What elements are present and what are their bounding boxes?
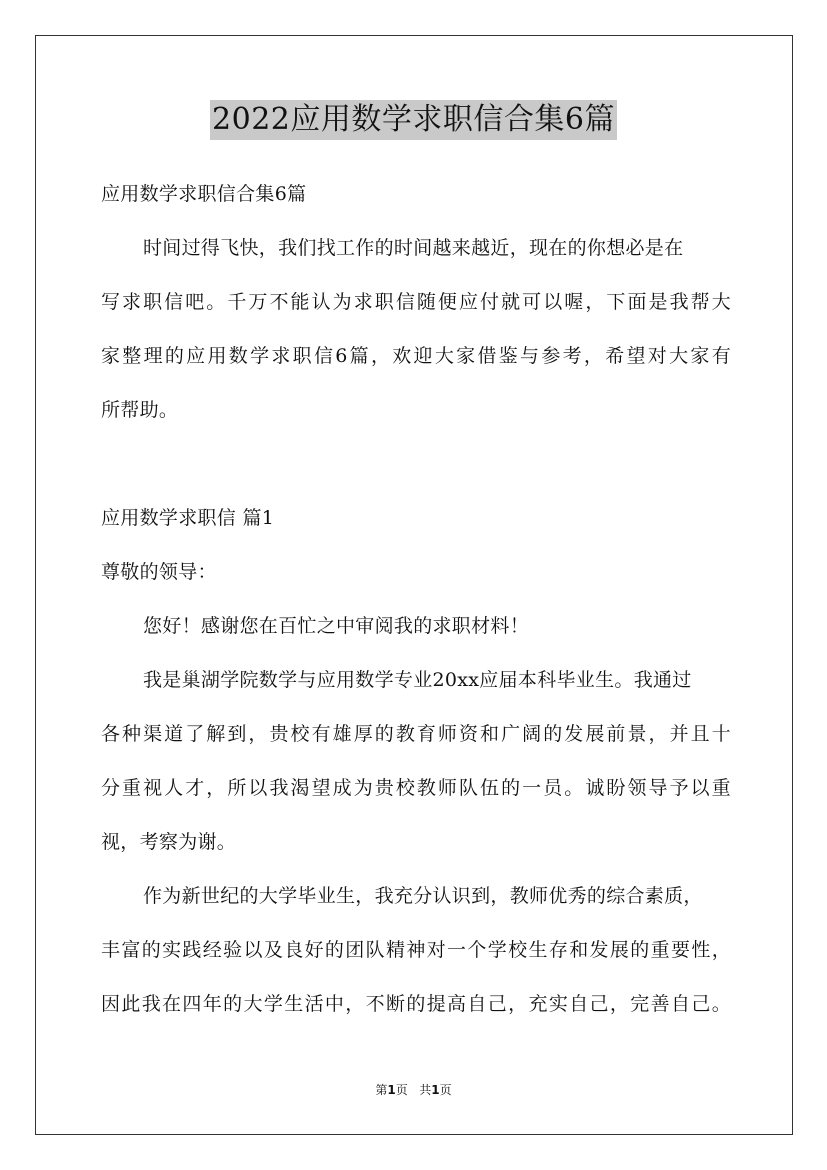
title-wrap — [0, 100, 827, 140]
para1-line-2: 各种渠道了解到，贵校有雄厚的教育师资和广阔的发展前景，并且十 — [101, 723, 731, 745]
page-suffix: 页 — [395, 1083, 408, 1097]
section-heading: 应用数学求职信 篇1 — [101, 507, 275, 529]
para2-line-3: 因此我在四年的大学生活中，不断的提高自己，充实自己，完善自己。 — [101, 993, 731, 1015]
page-footer — [0, 1082, 827, 1098]
page-prefix: 第 — [375, 1083, 388, 1097]
document-subtitle: 应用数学求职信合集6篇 — [101, 183, 307, 205]
document-title: 2022应用数学求职信合集6篇 — [210, 100, 617, 140]
page-total: 1 — [431, 1083, 440, 1097]
salutation: 尊敬的领导： — [101, 561, 217, 583]
para1-line-1: 我是巢湖学院数学与应用数学专业20xx应届本科毕业生。我通过 — [143, 669, 692, 691]
total-prefix: 共 — [419, 1083, 432, 1097]
intro-line-1: 时间过得飞快，我们找工作的时间越来越近，现在的你想必是在 — [143, 237, 684, 259]
para1-line-3: 分重视人才，所以我渴望成为贵校教师队伍的一员。诚盼领导予以重 — [101, 777, 731, 799]
total-suffix: 页 — [439, 1083, 452, 1097]
para2-line-1: 作为新世纪的大学毕业生，我充分认识到，教师优秀的综合素质， — [143, 885, 703, 907]
intro-line-2: 写求职信吧。千万不能认为求职信随便应付就可以喔，下面是我帮大 — [101, 291, 731, 313]
intro-line-3: 家整理的应用数学求职信6篇，欢迎大家借鉴与参考，希望对大家有 — [101, 345, 731, 367]
para2-line-2: 丰富的实践经验以及良好的团队精神对一个学校生存和发展的重要性， — [101, 939, 731, 961]
para1-line-4: 视，考察为谢。 — [101, 831, 237, 853]
greeting-line: 您好！感谢您在百忙之中审阅我的求职材料！ — [143, 615, 530, 637]
page-current: 1 — [387, 1083, 396, 1097]
intro-line-4: 所帮助。 — [101, 399, 179, 421]
